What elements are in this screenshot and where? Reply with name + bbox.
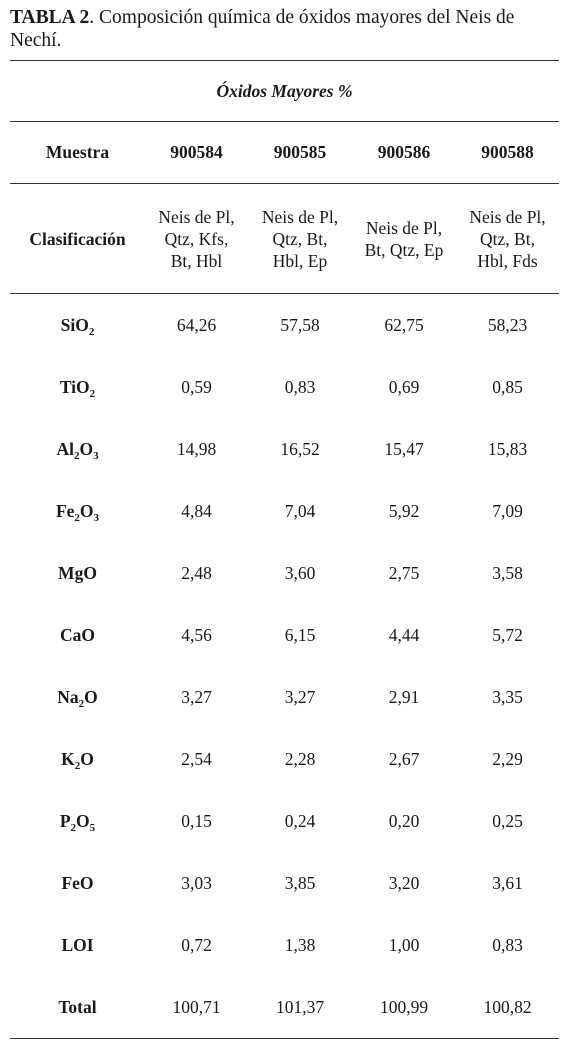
- value-cell: 0,83: [284, 376, 316, 397]
- table-row: [10, 356, 559, 418]
- value-cell: 2,54: [181, 748, 212, 769]
- oxide-symbol: Fe: [55, 500, 75, 521]
- value-cell: 64,26: [176, 314, 217, 335]
- oxide-label: [10, 790, 145, 852]
- value-cell: 2,67: [388, 748, 420, 769]
- value-cell: 5,92: [388, 500, 420, 521]
- oxide-label: [10, 604, 145, 666]
- oxide-label: [10, 418, 145, 480]
- header-label: Muestra: [10, 122, 145, 184]
- value-cell: 3,27: [181, 686, 212, 707]
- value-cell: 14,98: [176, 438, 217, 459]
- sample-header: 900586: [352, 122, 456, 184]
- oxide-label: [10, 480, 145, 542]
- value-cell: 2,48: [181, 562, 212, 583]
- table-title: Óxidos Mayores %: [10, 61, 559, 122]
- oxides-table: [10, 60, 559, 1039]
- value-cell: 15,83: [487, 438, 528, 459]
- value-cell: 3,61: [492, 872, 523, 893]
- oxide-subscript: 2: [74, 511, 80, 524]
- table-row: [10, 728, 559, 790]
- oxide-subscript: 5: [89, 821, 96, 834]
- classification-line: Neis de Pl,: [158, 206, 235, 227]
- header-row: [10, 122, 559, 184]
- oxide-subscript: 3: [93, 449, 99, 462]
- classification-line: Qtz, Bt,: [272, 228, 328, 249]
- table-row: [10, 542, 559, 604]
- oxide-label: [10, 914, 145, 976]
- value-cell: 6,15: [284, 624, 316, 645]
- classification-line: Bt, Qtz, Ep: [364, 239, 444, 260]
- oxide-symbol: O: [79, 500, 94, 521]
- sample-header: 900585: [248, 122, 352, 184]
- oxide-label: [10, 294, 145, 357]
- value-cell: 4,56: [181, 624, 212, 645]
- oxide-symbol: O: [79, 438, 94, 459]
- oxide-symbol: MgO: [58, 562, 97, 583]
- oxide-label: [10, 542, 145, 604]
- value-cell: 16,52: [280, 438, 320, 459]
- oxide-subscript: 2: [73, 449, 80, 462]
- value-cell: 2,29: [492, 748, 523, 769]
- oxide-subscript: 2: [78, 697, 85, 710]
- classification-line: Hbl, Fds: [477, 250, 538, 271]
- value-cell: 0,69: [388, 376, 420, 397]
- value-cell: 58,23: [487, 314, 528, 335]
- oxide-label: [10, 356, 145, 418]
- oxide-symbol: SiO: [60, 314, 89, 335]
- value-cell: 3,35: [492, 686, 523, 707]
- value-cell: 2,28: [284, 748, 316, 769]
- value-cell: 0,25: [492, 810, 523, 831]
- value-cell: 0,72: [181, 934, 212, 955]
- value-cell: 2,75: [388, 562, 420, 583]
- table-row: [10, 418, 559, 480]
- sample-header: 900588: [456, 122, 559, 184]
- classification-line: Neis de Pl,: [365, 217, 443, 238]
- oxide-symbol: Al: [56, 438, 74, 459]
- value-cell: 0,20: [388, 810, 420, 831]
- table-row: [10, 480, 559, 542]
- oxide-subscript: 2: [89, 387, 96, 400]
- table-row: [10, 604, 559, 666]
- oxide-symbol: Na: [57, 686, 79, 707]
- table-title-row: [10, 61, 559, 122]
- table-row: [10, 914, 559, 976]
- value-cell: 100,99: [352, 976, 456, 1039]
- value-cell: 3,03: [181, 872, 212, 893]
- classification-line: Qtz, Bt,: [480, 228, 535, 249]
- caption-text: . Composición química de óxidos mayores del Neis de Nechí.: [10, 7, 515, 51]
- value-cell: 15,47: [384, 438, 424, 459]
- value-cell: 100,71: [145, 976, 248, 1039]
- classification-line: Neis de Pl,: [261, 206, 339, 227]
- oxide-subscript: 2: [70, 821, 77, 834]
- value-cell: 3,60: [284, 562, 316, 583]
- oxide-symbol: O: [84, 686, 98, 707]
- value-cell: 0,59: [181, 376, 212, 397]
- table-row: [10, 666, 559, 728]
- value-cell: 1,00: [388, 934, 420, 955]
- oxide-symbol: TiO: [59, 376, 90, 397]
- classification-line: Qtz, Kfs,: [164, 228, 229, 249]
- table-row: [10, 852, 559, 914]
- oxide-symbol: CaO: [60, 624, 95, 645]
- oxide-symbol: O: [80, 748, 94, 769]
- value-cell: 4,44: [388, 624, 420, 645]
- value-cell: 57,58: [280, 314, 320, 335]
- oxide-subscript: 3: [93, 511, 100, 524]
- value-cell: 3,20: [388, 872, 420, 893]
- oxide-label: [10, 852, 145, 914]
- oxide-symbol: K: [61, 748, 75, 769]
- value-cell: 101,37: [248, 976, 352, 1039]
- value-cell: 2,91: [388, 686, 420, 707]
- oxide-label: [10, 976, 145, 1039]
- classification-line: Bt, Hbl: [170, 250, 223, 271]
- table-row: [10, 976, 559, 1039]
- value-cell: 7,04: [284, 500, 316, 521]
- table-caption: [10, 6, 566, 52]
- table-row: [10, 790, 559, 852]
- sample-header: 900584: [145, 122, 248, 184]
- oxide-symbol: FeO: [61, 872, 94, 893]
- classification-line: Neis de Pl,: [469, 206, 546, 227]
- caption-label: TABLA 2: [10, 7, 90, 28]
- classification-cell: [248, 184, 352, 294]
- classification-line: Hbl, Ep: [272, 250, 328, 271]
- oxide-subscript: 2: [88, 325, 95, 338]
- classification-cell: [145, 184, 248, 294]
- classification-row: [10, 184, 559, 294]
- value-cell: 7,09: [492, 500, 523, 521]
- oxide-symbol: P: [59, 810, 71, 831]
- oxide-subscript: 2: [74, 759, 81, 772]
- table-row: [10, 294, 559, 357]
- oxide-label: [10, 728, 145, 790]
- classification-label: Clasificación: [10, 184, 145, 294]
- oxide-symbol: LOI: [61, 934, 94, 955]
- value-cell: 3,85: [284, 872, 316, 893]
- value-cell: 0,15: [181, 810, 212, 831]
- classification-cell: [352, 184, 456, 294]
- classification-cell: [456, 184, 559, 294]
- value-cell: 5,72: [492, 624, 523, 645]
- value-cell: 4,84: [181, 500, 212, 521]
- value-cell: 0,24: [284, 810, 316, 831]
- value-cell: 100,82: [456, 976, 559, 1039]
- value-cell: 1,38: [284, 934, 316, 955]
- value-cell: 3,27: [284, 686, 316, 707]
- oxide-symbol: Total: [58, 996, 97, 1017]
- oxide-label: [10, 666, 145, 728]
- value-cell: 3,58: [492, 562, 523, 583]
- value-cell: 0,83: [492, 934, 523, 955]
- value-cell: 62,75: [384, 314, 424, 335]
- oxide-symbol: O: [76, 810, 90, 831]
- value-cell: 0,85: [492, 376, 523, 397]
